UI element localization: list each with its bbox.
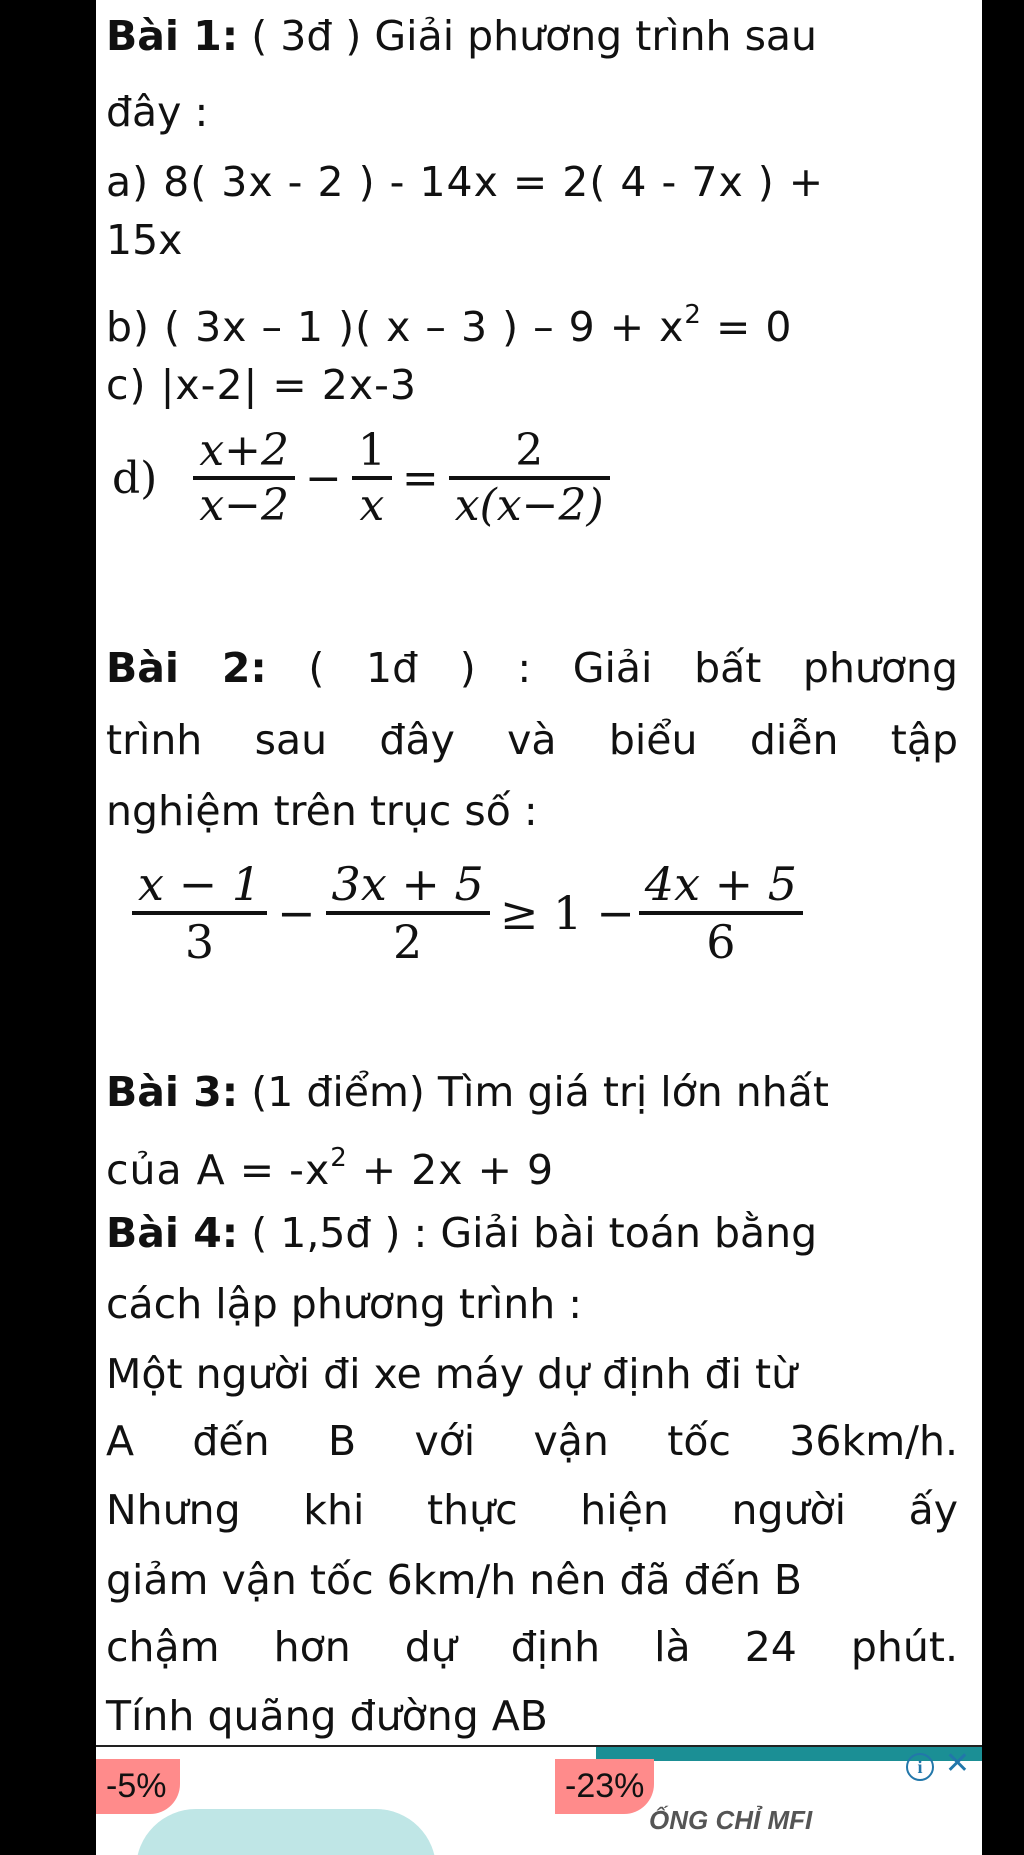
ad-banner[interactable] bbox=[96, 1745, 982, 1855]
bai3-expression-rest: + 2x + 9 bbox=[347, 1146, 555, 1194]
d-minus: − bbox=[305, 452, 342, 504]
d-f1-denominator: x−2 bbox=[193, 476, 295, 531]
bai1-title-rest: ( 3đ ) Giải phương trình sau bbox=[238, 12, 818, 60]
bai4-line7: chậm hơn dự định là 24 phút. bbox=[106, 1623, 958, 1671]
bai1-part-a-line2: 15x bbox=[106, 216, 183, 264]
ineq-f3-numerator: 4x + 5 bbox=[644, 857, 798, 911]
bai4-line8: Tính quãng đường AB bbox=[106, 1692, 548, 1740]
bai2-inequality bbox=[132, 857, 803, 969]
ineq-fraction-3 bbox=[639, 857, 803, 969]
ineq-geq-one: ≥ 1 bbox=[499, 886, 583, 940]
ineq-fraction-2 bbox=[326, 857, 490, 969]
bai4-line5: Nhưng khi thực hiện người ấy bbox=[106, 1486, 958, 1534]
bai4-line6: giảm vận tốc 6km/h nên đã đến B bbox=[106, 1556, 803, 1604]
document-page bbox=[96, 0, 982, 1855]
bai2-line2: trình sau đây và biểu diễn tập bbox=[106, 716, 958, 764]
d-f2-denominator: x bbox=[352, 476, 392, 531]
d-equals: = bbox=[401, 452, 439, 504]
bai3-exponent: 2 bbox=[330, 1143, 348, 1173]
ineq-f1-denominator: 3 bbox=[132, 911, 267, 969]
ineq-minus-1: − bbox=[277, 886, 316, 940]
bai3-heading bbox=[106, 1064, 829, 1120]
bai2-line3: nghiệm trên trục số : bbox=[106, 787, 538, 835]
bai3-line1-rest: (1 điểm) Tìm giá trị lớn nhất bbox=[238, 1068, 829, 1116]
bai4-line4: A đến B với vận tốc 36km/h. bbox=[106, 1417, 958, 1465]
bai2-heading bbox=[106, 640, 958, 696]
ineq-f2-denominator: 2 bbox=[326, 911, 490, 969]
ineq-fraction-1 bbox=[132, 857, 267, 969]
d-f3-denominator: x(x−2) bbox=[449, 476, 610, 531]
ad-product-image[interactable] bbox=[136, 1809, 436, 1855]
bai4-heading bbox=[106, 1205, 817, 1261]
d-fraction-2 bbox=[352, 425, 392, 531]
info-icon[interactable]: i bbox=[906, 1753, 934, 1781]
bai1-part-a-line1: a) 8( 3x - 2 ) - 14x = 2( 4 - 7x ) + bbox=[106, 158, 825, 206]
ineq-minus-2: − bbox=[596, 886, 635, 940]
d-f1-numerator: x+2 bbox=[199, 425, 290, 476]
bai3-expression: của A = -x bbox=[106, 1146, 331, 1194]
ad-discount-badge-1[interactable]: -5% bbox=[96, 1759, 180, 1814]
bai1-line2: đây : bbox=[106, 88, 209, 136]
bai4-line3: Một người đi xe máy dự định đi từ bbox=[106, 1350, 798, 1398]
bai4-title: Bài 4: bbox=[106, 1209, 239, 1257]
ineq-f1-numerator: x − 1 bbox=[138, 857, 261, 911]
bai1-b-exponent: 2 bbox=[684, 300, 702, 330]
bai3-title: Bài 3: bbox=[106, 1068, 239, 1116]
bai1-part-d-equation bbox=[112, 425, 610, 531]
bai2-title: Bài 2: bbox=[106, 644, 267, 692]
d-fraction-3 bbox=[449, 425, 610, 531]
bai1-title: Bài 1: bbox=[106, 12, 239, 60]
ad-brand-text[interactable]: ỐNG CHỈ MFI bbox=[649, 1805, 813, 1835]
ineq-f3-denominator: 6 bbox=[639, 911, 803, 969]
ineq-f2-numerator: 3x + 5 bbox=[331, 857, 484, 911]
bai1-b-rest: = 0 bbox=[701, 303, 793, 351]
bai2-line1-rest: ( 1đ ) : Giải bất phương bbox=[266, 644, 959, 692]
bai4-line2: cách lập phương trình : bbox=[106, 1280, 583, 1328]
bai1-d-label: d) bbox=[112, 452, 158, 504]
bai4-line1-rest: ( 1,5đ ) : Giải bài toán bằng bbox=[238, 1209, 818, 1257]
ad-discount-badge-2[interactable]: -23% bbox=[555, 1759, 654, 1814]
bai1-b-text: b) ( 3x – 1 )( x – 3 ) – 9 + x bbox=[106, 303, 685, 351]
d-fraction-1 bbox=[193, 425, 295, 531]
d-f2-numerator: 1 bbox=[357, 425, 386, 476]
close-icon[interactable]: ✕ bbox=[944, 1747, 970, 1780]
d-f3-numerator: 2 bbox=[515, 425, 544, 476]
bai1-heading bbox=[106, 8, 817, 64]
bai1-part-c: c) |x-2| = 2x-3 bbox=[106, 361, 417, 409]
bai3-line2 bbox=[106, 1130, 554, 1198]
bai1-part-b bbox=[106, 287, 792, 355]
